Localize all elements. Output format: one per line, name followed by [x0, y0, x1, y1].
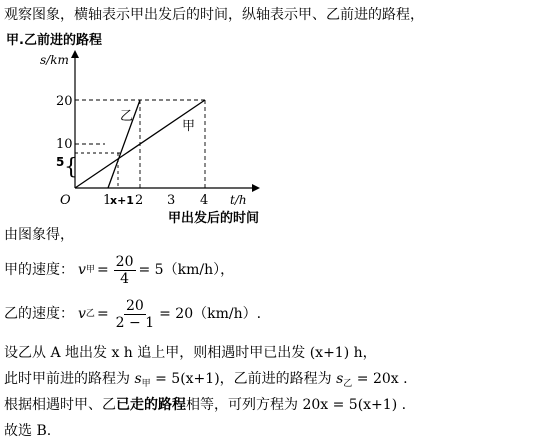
yi-v-sub: 乙 — [85, 309, 95, 319]
x-tick-2: 2 — [135, 193, 144, 208]
yi-result: = 20（km/h）. — [159, 306, 262, 322]
graph-hand-title: 甲.乙前进的路程 — [6, 33, 102, 48]
graph-hand-x-caption: 甲出发后的时间 — [168, 211, 260, 226]
yi-speed-label: 乙的速度： — [4, 306, 74, 322]
s-jia: s — [134, 371, 142, 387]
jia-eq: = — [96, 262, 109, 278]
s-yi-sub: 乙 — [343, 379, 353, 389]
jia-fraction — [114, 254, 136, 287]
yi-numerator: 20 — [125, 297, 144, 314]
x-axis-label: t/h — [230, 193, 247, 207]
equation-bold: 已走的路程 — [116, 397, 186, 413]
x-tick-x1: x+1 — [110, 194, 134, 207]
from-graph-text: 由图象得， — [4, 227, 74, 243]
s-yi-value: = 20x . — [352, 371, 408, 387]
x-tick-4: 4 — [200, 193, 209, 208]
y-tick-20: 20 — [56, 94, 73, 109]
yi-eq: = — [96, 306, 109, 322]
equation-text — [4, 396, 406, 414]
s-yi: s — [336, 371, 344, 387]
origin-label: O — [60, 193, 71, 208]
jia-speed-line — [4, 252, 234, 288]
jia-v: v — [78, 262, 86, 278]
equation-part-a: 根据相遇时甲、乙 — [4, 397, 116, 413]
setup-text: 设乙从 A 地出发 x h 追上甲，则相遇时甲已出发 (x+1) h， — [4, 345, 377, 361]
answer-text: 故选 B. — [4, 423, 52, 439]
s-jia-value: = 5(x+1) — [150, 371, 220, 387]
s-jia-sub: 甲 — [141, 379, 151, 389]
yi-speed-line — [4, 296, 261, 332]
jia-denominator: 4 — [120, 270, 130, 287]
intro-text: 观察图象，横轴表示甲出发后的时间，纵轴表示甲、乙前进的路程， — [4, 7, 424, 23]
yi-v: v — [78, 306, 86, 322]
yi-denominator: 2 − 1 — [115, 314, 155, 331]
brace: { — [64, 155, 78, 180]
distance-time-graph — [0, 28, 320, 228]
line-jia-label: 甲 — [182, 119, 196, 134]
x-tick-1: 1 — [103, 193, 112, 208]
distance-text — [4, 370, 408, 393]
x-tick-3: 3 — [167, 193, 176, 208]
jia-v-sub: 甲 — [85, 265, 95, 275]
equation-part-b: 相等，可列方程为 20x = 5(x+1) . — [186, 397, 407, 413]
yi-fraction — [114, 298, 156, 331]
jia-speed-label: 甲的速度： — [4, 262, 74, 278]
distance-part-b: ，乙前进的路程为 — [219, 371, 337, 387]
line-jia — [75, 100, 205, 188]
jia-result: = 5（km/h）， — [138, 262, 235, 278]
y-tick-5: 5 — [56, 155, 65, 169]
distance-part-a: 此时甲前进的路程为 — [4, 371, 135, 387]
y-axis-label: s/km — [40, 53, 69, 67]
y-tick-10: 10 — [56, 137, 73, 152]
line-yi-label: 乙 — [120, 109, 134, 124]
jia-numerator: 20 — [115, 253, 134, 270]
